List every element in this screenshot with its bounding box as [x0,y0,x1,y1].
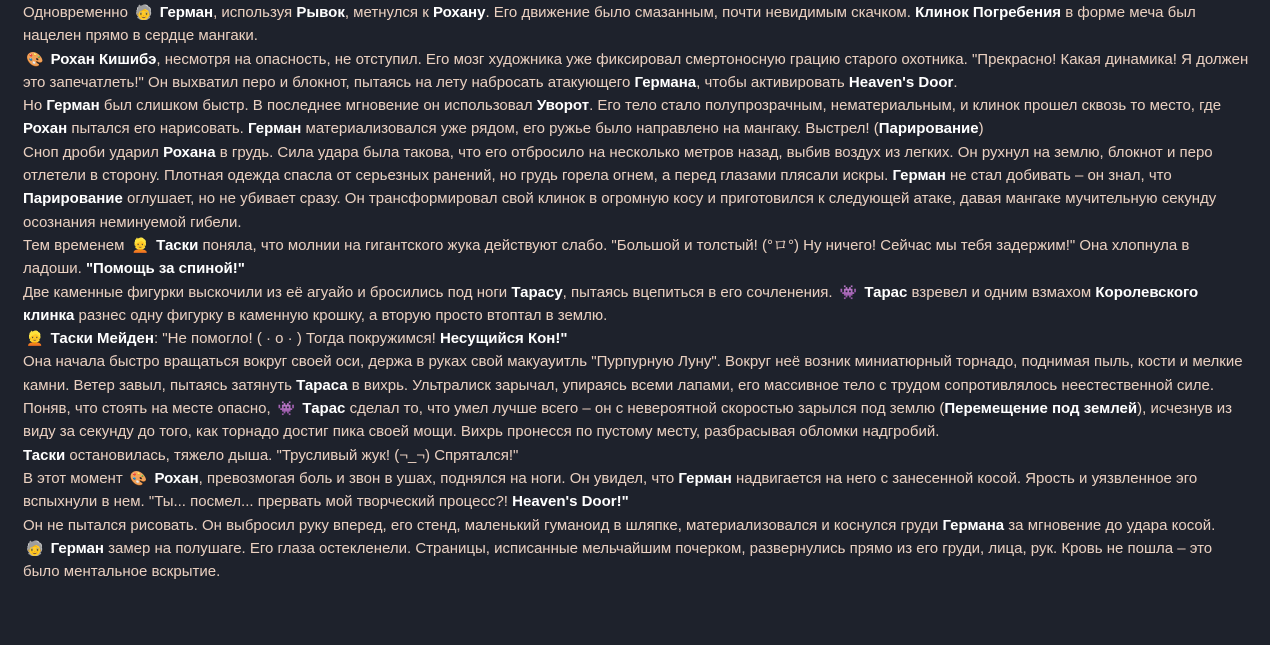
bold-term: Рывок [296,4,345,21]
story-paragraph [23,281,1250,328]
bold-term: Рохана [163,143,216,161]
palette-icon: 🎨 [26,50,44,67]
text-run: , несмотря на опасность, не отступил. Его мозг художника уже фиксировал смертоносную грацию старого охотника. "Прекрасно! Какая динамика! Я должен это запечатлеть!" Он выхватил перо и блокнот, пытаясь на лету набросать атакующего [23,50,1249,91]
text-run: поняла, что молнии на гигантского жука действуют слабо. "Большой и толстый! (°ロ°) Ну ничего! Сейчас мы тебя задержим!" Она хлопнула в ладоши. [23,236,1190,278]
text-run: Он не пытался рисовать. Он выбросил руку вперед, его стенд, маленький гуманоид в шляпке, материализовался и коснулся груди [23,516,943,534]
text-run: Она начала быстро вращаться вокруг своей оси, держа в руках свой макуауитль "Пурпурную Луну". Вокруг неё возник миниатюрный торнадо, поднимая пыль, кости и мелкие камни. Ветер завыл, пытаясь затянуть [23,353,1243,394]
bold-term: Тарасу [511,283,563,301]
text-run: , используя [213,4,297,21]
text-run: сделал то, что умел лучше всего – он с невероятной скоростью зарылся под землю ( [345,400,945,418]
bold-term: Тарас [302,400,346,418]
text-run: в форме меча был нацелен прямо в сердце мангаки. [23,4,1196,45]
bold-term: Перемещение под землей [944,400,1138,418]
story-paragraph [23,467,1250,514]
story-paragraph [23,444,1250,467]
text-run: разнес одну фигурку в каменную крошку, а вторую просто втоптал в землю. [74,306,608,324]
text-run: В этот момент [23,469,127,487]
story-paragraph [23,1,1250,48]
text-run: остановилась, тяжело дыша. "Трусливый жук! (¬_¬) Спрятался!" [65,446,519,464]
bold-term: Рохан [154,469,199,487]
text-run: Но [23,97,47,115]
story-paragraph [23,48,1250,95]
story-paragraph [23,537,1250,584]
bold-term: Heaven's Door [848,73,954,91]
text-run: ) [978,120,984,138]
text-run: за мгновение до удара косой. [1004,516,1216,534]
bold-term: Тараса [296,376,348,394]
bold-term: Рохан Кишибэ [50,50,157,68]
story-paragraph [23,94,1250,141]
bold-term: Королевского клинка [23,283,1199,324]
bold-term: Герман [678,469,732,487]
bold-term: Герман [159,4,214,21]
story-paragraph [23,350,1250,443]
text-run: , превозмогая боль и звон в ушах, поднялся на ноги. Он увидел, что [198,469,679,487]
text-run: , чтобы активировать [696,73,849,91]
bold-term: Германа [942,516,1005,534]
text-run: был слишком быстр. В последнее мгновение он использовал [99,97,537,115]
text-run: Одновременно [23,4,133,21]
text-run: взревел и одним взмахом [907,283,1096,301]
text-run: , пытаясь вцепиться в его сочленения. [562,283,837,301]
girl-icon: 👱 [26,330,44,347]
girl-icon: 👱 [131,236,149,253]
text-run: ), исчезнув из виду за секунду до того, как торнадо достиг пика своей мощи. Вихрь пронесся по пустому месту, разбрасывая обломки надгробий. [23,400,1233,441]
palette-icon: 🎨 [129,469,148,486]
text-run: , метнулся к [344,4,433,21]
bold-term: Рохану [432,4,486,21]
text-run: замер на полушаге. Его глаза остекленели. Страницы, исписанные мельчайшим почерком, развернулись прямо из его груди, лица, рук. Кровь не пошла – это было ментальное вскрытие. [23,539,1213,581]
bold-term: Уворот [536,97,590,115]
bold-term: Таски [156,236,199,254]
bold-term: Парирование [878,120,979,138]
story-paragraph [23,234,1250,281]
bold-term: "Помощь за спиной!" [85,260,245,278]
text-run: Сноп дроби ударил [23,143,164,161]
alien-monster-icon: 👾 [839,283,858,300]
story-paragraph [23,141,1250,234]
bold-term: Таски Мейден [50,330,154,348]
text-run: оглушает, но не убивает сразу. Он трансформировал свой клинок в огромную косу и приготовился к следующей атаке, давая мангаке мучительную секунду осознания неминуемой гибели. [23,190,1217,231]
text-run: . Его движение было смазанным, почти невидимым скачком. [485,4,916,21]
bold-term: Герман [892,167,946,185]
text-run: надвигается на него с занесенной косой. Ярость и уязвленное эго вспыхнули в нем. "Ты... посмел... прервать мой творческий процесс?! [23,469,1198,511]
text-run: материализовался уже рядом, его ружье было направлено на мангаку. Выстрел! ( [301,120,879,138]
text-run: Тем временем [23,236,129,254]
text-run: . Его тело стало полупрозрачным, нематериальным, и клинок прошел сквозь то место, где [589,97,1222,115]
bold-term: Герман [50,539,104,557]
bold-term: Клинок Погребения [915,4,1062,21]
bold-term: Тарас [864,283,908,301]
bold-term: Heaven's Door!" [512,493,629,511]
text-run: пытался его нарисовать. [67,120,249,138]
story-paragraph [23,327,1250,350]
text-run: не стал добивать – он знал, что [945,167,1172,185]
old-man-icon: 🧓 [26,539,44,556]
alien-monster-icon: 👾 [277,400,296,417]
bold-term: Таски [23,446,66,464]
bold-term: Германа [634,73,697,91]
bold-term: Парирование [23,190,123,208]
bold-term: Рохан [23,120,68,138]
text-run: в вихрь. Ультралиск зарычал, упираясь всеми лапами, его массивное тело с трудом сопротивлялось неестественной силе. Поняв, что стоять на месте опасно, [23,376,1215,418]
story-paragraph [23,514,1250,537]
old-man-icon: 🧓 [135,4,153,20]
text-run: : "Не помогло! ( · o · ) Тогда покружимся! [153,330,440,348]
bold-term: Несущийся Кон!" [439,330,568,348]
text-run: в грудь. Сила удара была такова, что его отбросило на несколько метров назад, выбив воздух из легких. Он рухнул на землю, блокнот и перо отлетели в сторону. Плотная одежда спасла от серьезных ранений, но грудь горела огнем, а перед глазами плясали искры. [23,143,1213,185]
text-run: . [953,73,958,91]
bold-term: Герман [248,120,302,138]
bold-term: Герман [46,97,100,115]
text-run: Две каменные фигурки выскочили из её агуайо и бросились под ноги [23,283,512,301]
